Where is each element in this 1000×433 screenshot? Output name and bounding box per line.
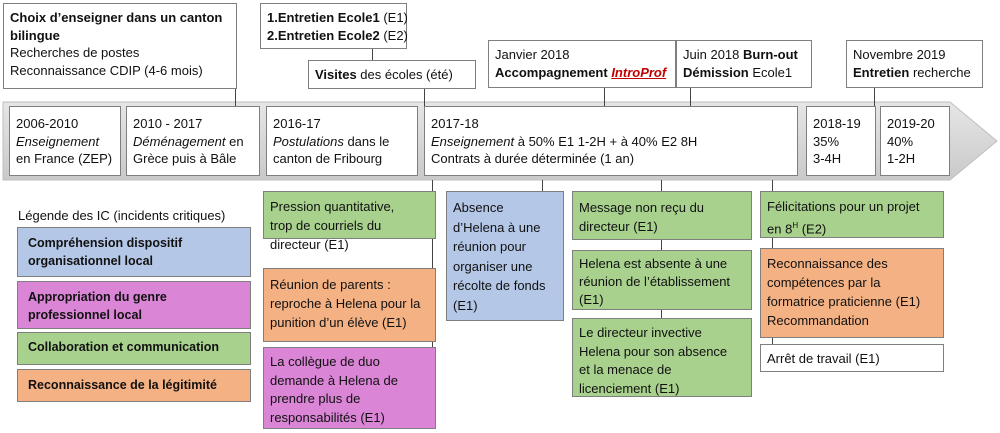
interview-1-school: (E1) — [379, 10, 408, 25]
connector — [661, 310, 662, 318]
incident-fundraising-absence: Absence d’Helena à une réunion pour organiser une récolte de fonds (E1) — [446, 191, 564, 321]
period-years: 2019-20 — [887, 116, 935, 131]
legend-item-genre: Appropriation du genre professionnel local — [17, 281, 251, 329]
connector — [604, 88, 605, 106]
incident-skills-recognition: Reconnaissance des compétences par la formatrice praticienne (E1) Recommandation — [760, 248, 944, 338]
period-years: 2010 - 2017 — [133, 116, 203, 131]
choice-title-1: Choix d’enseigner dans un canton — [10, 10, 223, 25]
connector — [661, 240, 662, 250]
demission-school: Ecole1 — [748, 64, 793, 80]
period-detail-2: Grèce puis à Bâle — [133, 151, 237, 166]
period-years: 2016-17 — [273, 116, 321, 131]
choice-line-4: Reconnaissance CDIP (4-6 mois) — [10, 62, 203, 78]
incident-project-congratulations: Félicitations pour un projet en $8^H$ (E2) — [760, 191, 944, 238]
demission-label: Démission — [683, 64, 749, 80]
nov2019-date: Novembre 2019 — [853, 47, 946, 62]
connector — [424, 88, 425, 106]
jun2018-box — [676, 40, 812, 88]
legend-title: Légende des IC (incidents critiques) — [18, 208, 226, 223]
legend-item-legitimacy: Reconnaissance de la légitimité — [17, 369, 251, 402]
incident-establishment-meeting: Helena est absente à une réunion de l’établissement (E1) — [572, 250, 752, 310]
period-2018-19 — [806, 106, 876, 176]
connector — [772, 238, 773, 248]
interview-1: 1.Entretien Ecole1 — [267, 10, 380, 25]
entretien-rest: recherche — [909, 64, 971, 80]
period-percent: 40% — [887, 133, 914, 149]
incident-parents-meeting: Réunion de parents : reproche à Helena pour la punition d’un élève (E1) — [263, 268, 436, 342]
connector — [235, 88, 236, 106]
visits-box — [308, 60, 476, 89]
choice-box — [3, 3, 237, 89]
period-percent: 35% — [813, 133, 840, 149]
period-2010-2017 — [126, 106, 260, 176]
jan2018-date: Janvier 2018 — [495, 47, 570, 62]
period-years: 2006-2010 — [16, 116, 79, 131]
period-2006-2010 — [9, 106, 121, 176]
period-detail-2: Contrats à durée déterminée (1 an) — [431, 151, 635, 166]
choice-line-3: Recherches de postes — [10, 45, 140, 60]
period-years: 2017-18 — [431, 116, 479, 131]
period-activity: Enseignement — [431, 133, 515, 149]
interview-2-school: (E2) — [379, 27, 408, 43]
period-2016-17 — [266, 106, 418, 176]
period-2017-18 — [424, 106, 798, 176]
introprof-brand: IntroProf — [611, 64, 667, 80]
legend-item-organisational: Compréhension dispositif organisationnel local — [17, 227, 251, 277]
period-grades: 1-2H — [887, 151, 916, 166]
legend-item-collaboration: Collaboration et communication — [17, 332, 251, 365]
interviews-box — [260, 3, 407, 49]
incident-duo-colleague: La collègue de duo demande à Helena de prendre plus de responsabilités (E1) — [263, 347, 436, 429]
incident-quantitative-pressure: Pression quantitative, trop de courriels du directeur (E1) — [263, 191, 436, 239]
period-activity: Enseignement — [16, 133, 100, 149]
connector — [372, 48, 373, 60]
connector — [874, 88, 875, 106]
visits-bold: Visites — [315, 67, 357, 82]
connector — [690, 88, 691, 106]
period-detail: dans le — [343, 133, 390, 149]
period-activity: Déménagement — [133, 133, 226, 149]
entretien-label: Entretien — [853, 64, 910, 80]
visits-rest: des écoles (été) — [356, 67, 453, 82]
period-activity: Postulations — [273, 133, 344, 149]
nov2019-box — [846, 40, 983, 88]
burnout-label: Burn-out — [743, 47, 798, 62]
incident-sick-leave: Arrêt de travail (E1) — [760, 344, 944, 372]
jan2018-box — [488, 40, 676, 88]
period-years: 2018-19 — [813, 116, 861, 131]
jan2018-bold: Accompagnement — [495, 64, 612, 80]
period-detail: en France (ZEP) — [16, 151, 113, 166]
incident-message-not-received: Message non reçu du directeur (E1) — [572, 191, 752, 240]
period-detail: en — [225, 133, 244, 149]
period-detail: à 50% E1 1-2H + à 40% E2 8H — [514, 133, 698, 149]
connector — [432, 238, 433, 268]
period-grades: 3-4H — [813, 151, 842, 166]
period-detail-2: canton de Fribourg — [273, 151, 383, 166]
interview-2: 2.Entretien Ecole2 — [267, 27, 380, 43]
jun2018-date: Juin 2018 — [683, 47, 743, 62]
choice-title-2: bilingue — [10, 27, 60, 43]
incident-director-invective: Le directeur invective Helena pour son absence et la menace de licenciement (E1) — [572, 318, 752, 397]
period-2019-20 — [880, 106, 950, 176]
